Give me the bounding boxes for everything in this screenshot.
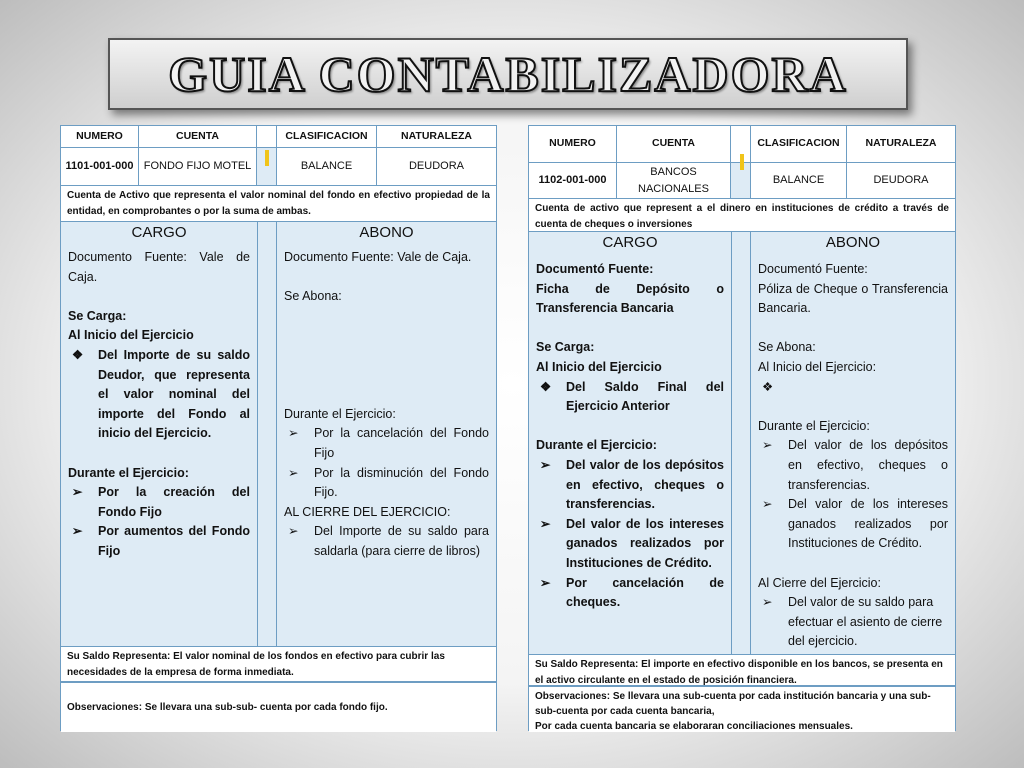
cell-numero: 1102-001-000 xyxy=(529,163,617,198)
saldo-representa: Su Saldo Representa: El importe en efectivo disponible en los bancos, se presenta en el activo circulante en el estado de posición financiera. xyxy=(529,654,955,686)
cargo-inicio: Al Inicio del Ejercicio xyxy=(536,359,662,374)
header-gap xyxy=(257,126,277,147)
header-numero: NUMERO xyxy=(529,126,617,162)
list-item: ➢ Del valor de su saldo para efectuar el asiento de cierre del ejercicio. xyxy=(758,593,948,652)
cargo-inicio: Al Inicio del Ejercicio xyxy=(68,328,194,343)
list-item: ➢ Por la creación del Fondo Fijo xyxy=(68,483,250,522)
list-item: ➢ Del valor de los intereses ganados realizados por Instituciones de Crédito. xyxy=(536,515,724,574)
observaciones: Observaciones: Se llevara una sub-sub- cuenta por cada fondo fijo. xyxy=(61,682,496,732)
arrow-bullet-icon: ➢ xyxy=(540,575,551,590)
cargo-se-carga: Se Carga: xyxy=(536,340,595,355)
card-bancos xyxy=(528,125,956,731)
arrow-bullet-icon: ➢ xyxy=(540,516,551,531)
header-numero: NUMERO xyxy=(61,126,139,147)
list-item xyxy=(758,378,948,398)
list-item: ➢ Por cancelación de cheques. xyxy=(536,574,724,613)
abono-doc: Póliza de Cheque o Transferencia Bancaria. xyxy=(758,281,948,316)
header-naturaleza: NATURALEZA xyxy=(401,129,472,142)
arrow-bullet-icon: ➢ xyxy=(288,524,299,539)
account-description: Cuenta de activo que represent a el dinero en instituciones de crédito a través de cuenta de cheques o inversiones xyxy=(529,199,955,232)
marker-icon xyxy=(265,150,269,166)
title-banner xyxy=(108,38,908,110)
card-fondo-fijo xyxy=(60,125,497,731)
abono-column xyxy=(751,232,955,654)
abono-cierre: AL CIERRE DEL EJERCICIO: xyxy=(284,504,451,519)
abono-doc-label: Documentó Fuente: xyxy=(758,262,868,276)
observaciones: Observaciones: Se llevara una sub-cuenta por cada institución bancaria y una sub-sub-cuenta por cada cuenta bancaria, Por cada cuenta bancaria se elaboraran conciliaciones mensuales. xyxy=(529,686,955,732)
header-row xyxy=(61,126,496,148)
column-separator xyxy=(257,222,277,646)
arrow-bullet-icon: ➢ xyxy=(540,457,551,472)
arrow-bullet-icon: ➢ xyxy=(72,485,83,500)
account-description: Cuenta de Activo que representa el valor nominal del fondo en efectivo propiedad de la entidad, en comprobantes o por la suma de ambas. xyxy=(61,186,496,222)
abono-inicio: Al Inicio del Ejercicio: xyxy=(758,359,877,374)
list-item: ➢ Del Importe de su saldo para saldarla (para cierre de libros) xyxy=(284,522,489,561)
cargo-title: CARGO xyxy=(131,224,187,241)
cell-clasificacion: BALANCE xyxy=(751,163,847,198)
cell-naturaleza: DEUDORA xyxy=(873,174,929,187)
diamond-bullet-icon: ❖ xyxy=(540,379,552,394)
header-clasificacion: CLASIFICACION xyxy=(751,126,847,162)
list-item: ❖ Del Importe de su saldo Deudor, que representa el valor nominal del importe del Fondo al inicio del Ejercicio. xyxy=(68,346,250,444)
arrow-bullet-icon: ➢ xyxy=(762,595,773,610)
arrow-bullet-icon: ➢ xyxy=(72,524,83,539)
list-item: ➢ Por aumentos del Fondo Fijo xyxy=(68,522,250,561)
list-item: ➢ Del valor de los depósitos en efectivo, cheques o transferencias. xyxy=(536,456,724,515)
page-title: GUIA CONTABILIZADORA xyxy=(168,46,848,102)
header-cuenta: CUENTA xyxy=(617,126,731,162)
abono-cierre: Al Cierre del Ejercicio: xyxy=(758,575,881,590)
cell-cuenta: FONDO FIJO MOTEL xyxy=(139,148,257,185)
abono-durante: Durante el Ejercicio: xyxy=(284,406,396,421)
cargo-durante: Durante el Ejercicio: xyxy=(68,465,189,480)
list-item: ❖ Del Saldo Final del Ejercicio Anterior xyxy=(536,378,724,417)
cargo-column xyxy=(529,232,731,654)
list-item: ➢ Del valor de los intereses ganados realizados por Instituciones de Crédito. xyxy=(758,495,948,554)
abono-doc: Documento Fuente: Vale de Caja. xyxy=(284,250,472,264)
cargo-durante: Durante el Ejercicio: xyxy=(536,438,657,453)
cargo-abono-section xyxy=(529,232,955,654)
marker-icon xyxy=(740,154,744,170)
cell-numero: 1101-001-000 xyxy=(61,148,139,185)
cargo-doc: Ficha de Depósito o Transferencia Bancaria xyxy=(536,281,724,316)
cargo-se-carga: Se Carga: xyxy=(68,308,127,323)
arrow-bullet-icon: ➢ xyxy=(288,426,299,441)
abono-title: ABONO xyxy=(825,234,881,251)
abono-column xyxy=(277,222,496,646)
data-row xyxy=(61,148,496,186)
abono-title: ABONO xyxy=(359,224,414,241)
diamond-bullet-icon: ❖ xyxy=(762,379,774,394)
arrow-bullet-icon: ➢ xyxy=(288,465,299,480)
abono-se-abona: Se Abona: xyxy=(758,340,816,355)
cargo-column xyxy=(61,222,257,646)
column-separator xyxy=(731,232,751,654)
cell-clasificacion: BALANCE xyxy=(277,148,377,185)
header-clasificacion: CLASIFICACION xyxy=(277,126,377,147)
cargo-doc: Documento Fuente: Vale de Caja. xyxy=(68,250,250,284)
cargo-abono-section xyxy=(61,222,496,646)
cell-cuenta: BANCOS NACIONALES xyxy=(617,163,731,198)
list-item: ➢ Del valor de los depósitos en efectivo, cheques o transferencias. xyxy=(758,436,948,495)
header-naturaleza: NATURALEZA xyxy=(865,137,937,150)
header-cuenta: CUENTA xyxy=(139,126,257,147)
diamond-bullet-icon: ❖ xyxy=(72,347,84,362)
abono-durante: Durante el Ejercicio: xyxy=(758,418,870,433)
list-item: ➢ Por la cancelación del Fondo Fijo xyxy=(284,424,489,463)
cargo-doc-label: Documentó Fuente: xyxy=(536,262,654,276)
arrow-bullet-icon: ➢ xyxy=(762,438,773,453)
abono-se-abona: Se Abona: xyxy=(284,289,342,304)
arrow-bullet-icon: ➢ xyxy=(762,497,773,512)
list-item: ➢ Por la disminución del Fondo Fijo. xyxy=(284,464,489,503)
saldo-representa: Su Saldo Representa: El valor nominal de los fondos en efectivo para cubrir las necesidades de la empresa de forma inmediata. xyxy=(61,646,496,682)
cargo-title: CARGO xyxy=(602,234,658,251)
cell-naturaleza: DEUDORA xyxy=(408,160,464,173)
